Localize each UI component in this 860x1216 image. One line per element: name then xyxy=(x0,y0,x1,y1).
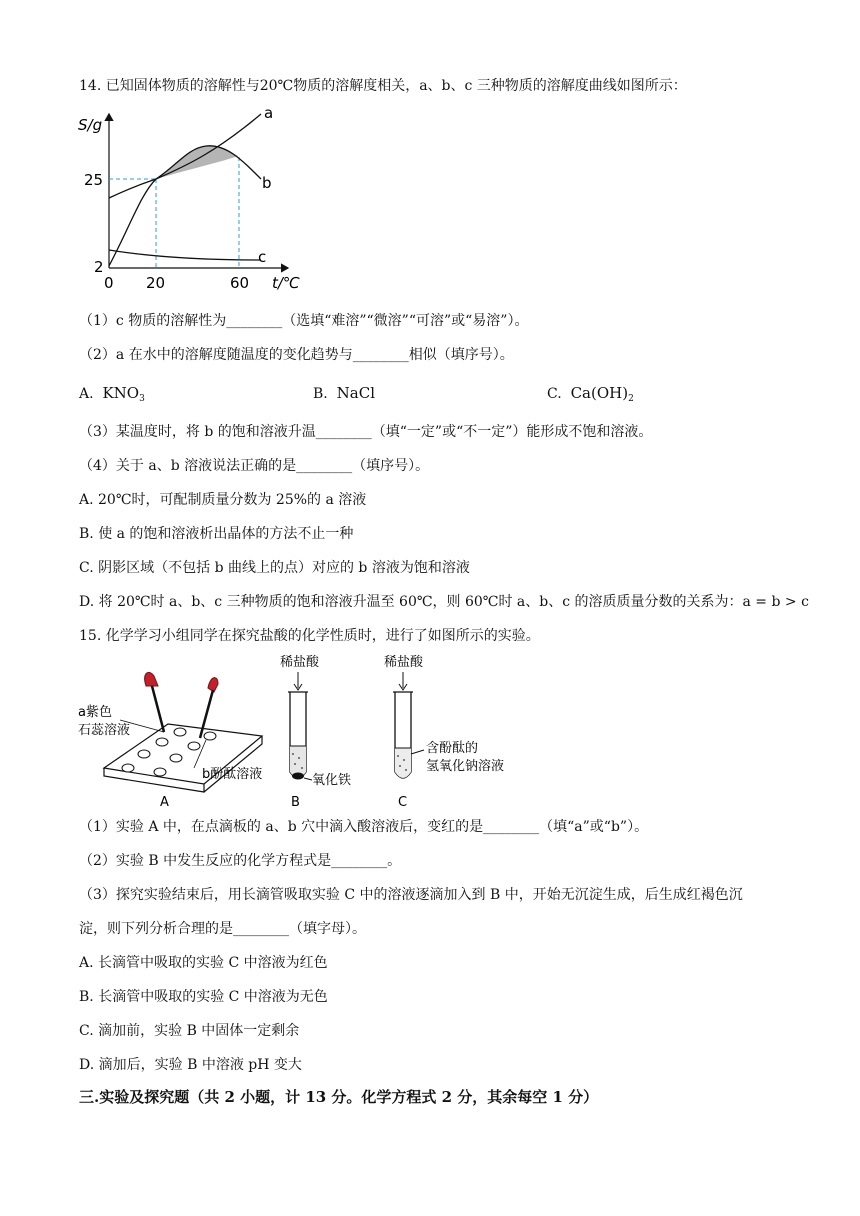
caption-b: B xyxy=(291,795,300,810)
curve-c xyxy=(109,250,261,260)
acid-label-c: 稀盐酸 xyxy=(384,655,424,670)
solution-label-2: 氢氧化钠溶液 xyxy=(426,759,505,774)
section-3-heading: 三.实验及探究题（共 2 小题，计 13 分。化学方程式 2 分，其余每空 1 分） xyxy=(79,1088,599,1106)
q14-part4-option-d: D. 将 20℃时 a、b、c 三种物质的饱和溶液升温至 60℃，则 60℃时 a、b、c 的溶质质量分数的关系为：a = b > c xyxy=(79,594,809,610)
q15-part3-line1: （3）探究实验结束后，用长滴管吸取实验 C 中的溶液逐滴加入到 B 中，开始无沉淀生成，后生成红褐色沉 xyxy=(79,887,743,903)
acid-label-b: 稀盐酸 xyxy=(280,655,320,670)
q14-part3: （3）某温度时，将 b 的饱和溶液升温________（填“一定”或“不一定”）能形成不饱和溶液。 xyxy=(79,424,653,440)
curve-label-c: c xyxy=(258,248,267,266)
x-tick-0: 0 xyxy=(104,274,114,292)
curve-label-b: b xyxy=(262,174,272,192)
q14-part2: （2）a 在水中的溶解度随温度的变化趋势与________相似（填序号）。 xyxy=(79,347,514,363)
y-axis-label: S/g xyxy=(78,116,103,134)
q14-option-a: A. $KNO_3$ xyxy=(79,384,145,404)
x-tick-20: 20 xyxy=(146,274,166,292)
x-axis-label: t/℃ xyxy=(272,274,300,292)
q15-part2: （2）实验 B 中发生反应的化学方程式是________。 xyxy=(79,853,402,869)
q14-part4: （4）关于 a、b 溶液说法正确的是________（填序号）。 xyxy=(79,458,430,474)
solubility-graph xyxy=(76,104,306,294)
q15-option-d: D. 滴加后，实验 B 中溶液 pH 变大 xyxy=(79,1057,302,1073)
q14-stem: 14. 已知固体物质的溶解性与20℃物质的溶解度相关，a、b、c 三种物质的溶解度曲线如图所示： xyxy=(79,78,687,94)
test-tube-c xyxy=(384,654,504,810)
q15-option-b: B. 长滴管中吸取的实验 C 中溶液为无色 xyxy=(79,989,328,1005)
solution-label-1: 含酚酞的 xyxy=(426,741,479,756)
test-tube-b xyxy=(280,654,351,810)
label-a-litmus: a紫色 xyxy=(78,705,112,720)
y-tick-25: 25 xyxy=(84,171,104,189)
q14-part1: （1）c 物质的溶解性为________（选填“难溶”“微溶”“可溶”或“易溶”）。 xyxy=(79,313,529,329)
q15-stem: 15. 化学学习小组同学在探究盐酸的化学性质时，进行了如图所示的实验。 xyxy=(79,628,540,644)
q14-part4-option-c: C. 阴影区域（不包括 b 曲线上的点）对应的 b 溶液为饱和溶液 xyxy=(79,560,470,576)
curve-a xyxy=(109,114,261,266)
curve-b xyxy=(109,146,261,198)
curve-label-a: a xyxy=(264,104,274,122)
q14-part4-option-a: A. 20℃时，可配制质量分数为 25%的 a 溶液 xyxy=(79,492,367,508)
dropper-a xyxy=(145,672,164,732)
label-b-phenolphthalein: b酚酞溶液 xyxy=(202,767,263,782)
q15-option-c: C. 滴加前，实验 B 中固体一定剩余 xyxy=(79,1023,300,1039)
q14-part4-option-b: B. 使 a 的饱和溶液析出晶体的方法不止一种 xyxy=(79,526,354,542)
caption-a: A xyxy=(160,795,169,810)
q14-option-c: C. $Ca(OH)_2$ xyxy=(547,384,634,404)
q15-part1: （1）实验 A 中，在点滴板的 a、b 穴中滴入酸溶液后，变红的是________（填“a”或“b”）。 xyxy=(79,819,649,835)
experiment-figure xyxy=(76,650,536,810)
caption-c: C xyxy=(398,795,408,810)
x-tick-60: 60 xyxy=(230,274,250,292)
q15-part3-line2: 淀，则下列分析合理的是________（填字母）。 xyxy=(79,921,366,937)
solid-label: 氧化铁 xyxy=(312,773,352,788)
q14-option-b: B. NaCl xyxy=(313,384,375,402)
q15-option-a: A. 长滴管中吸取的实验 C 中溶液为红色 xyxy=(79,955,328,971)
y-tick-2: 2 xyxy=(94,258,104,276)
label-a-litmus-2: 石蕊溶液 xyxy=(78,723,131,738)
